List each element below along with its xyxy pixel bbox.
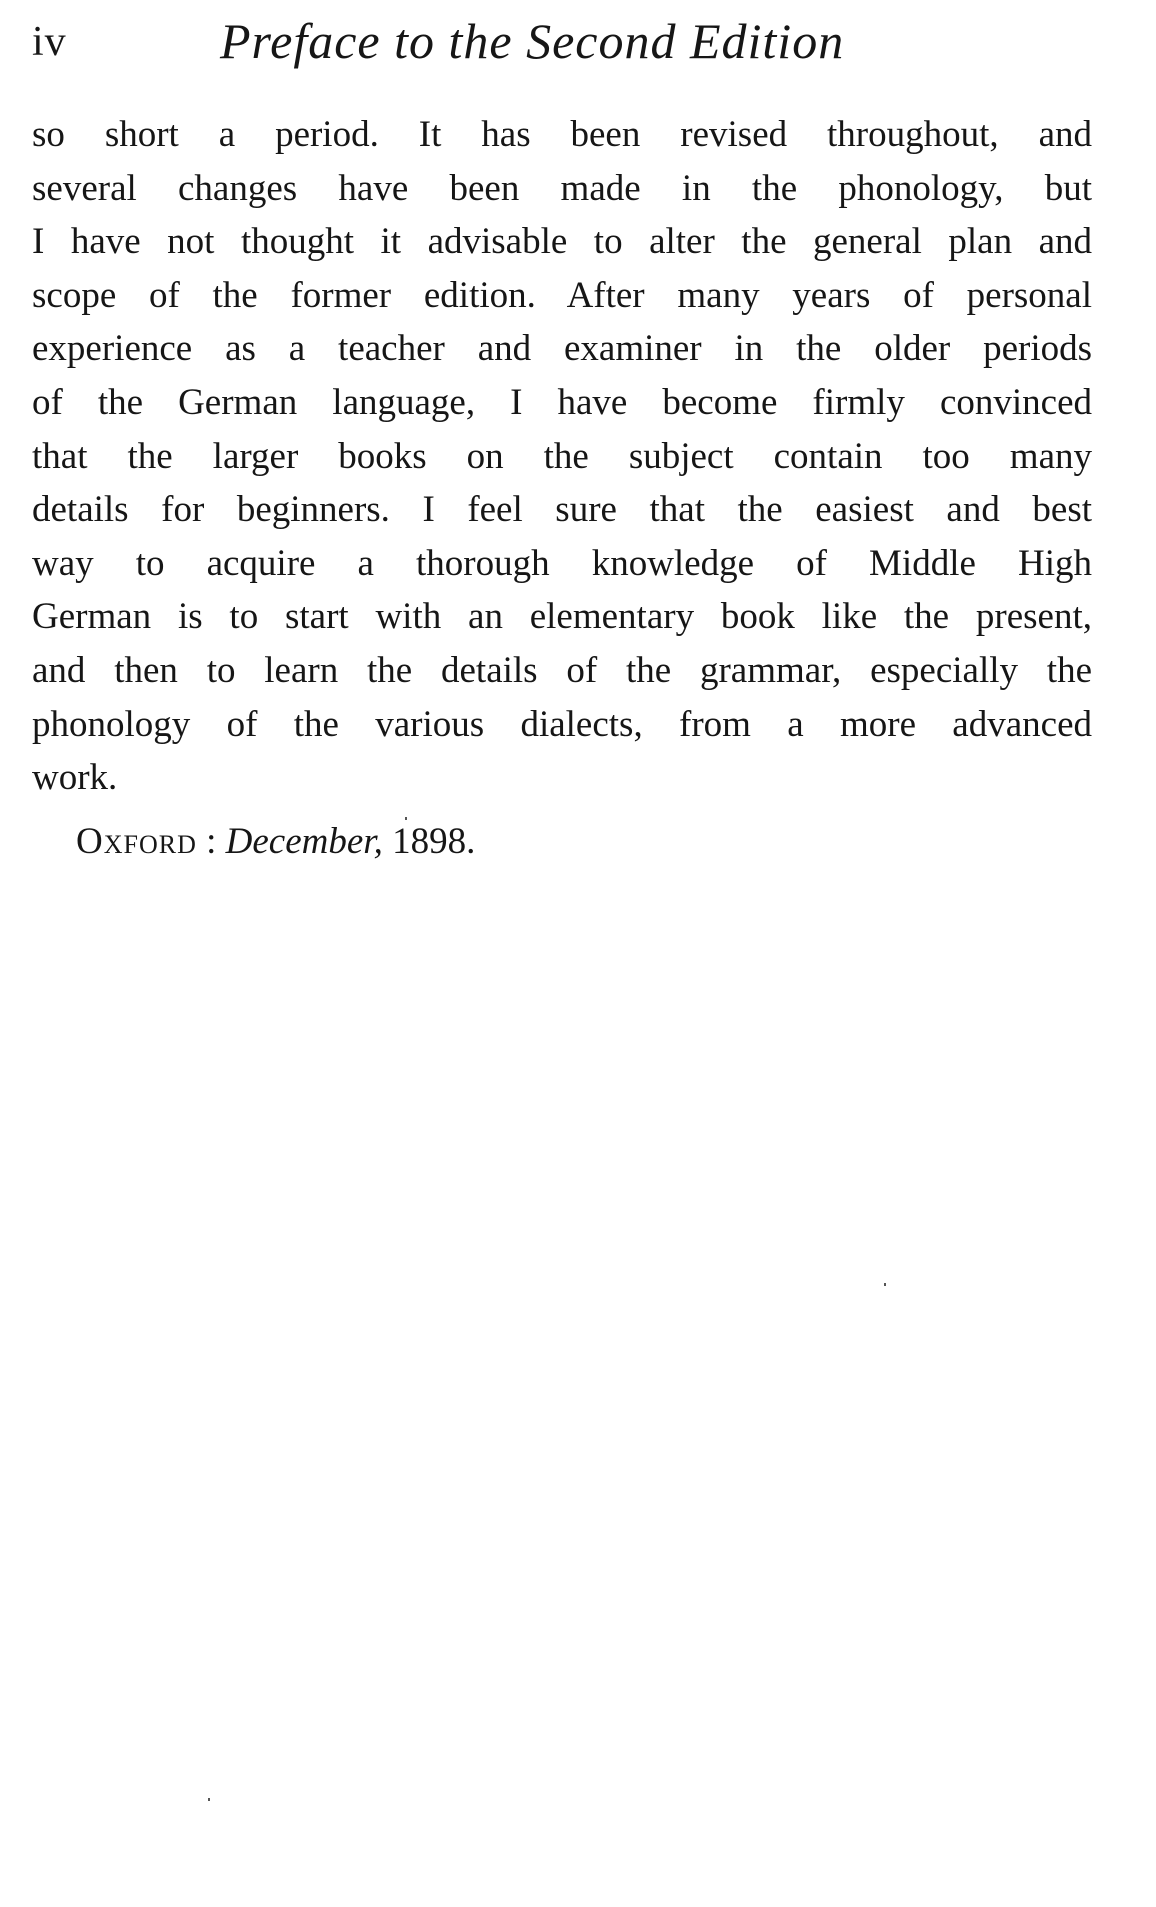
text-line: details for beginners. I feel sure that the easiest and best [32, 489, 1092, 531]
text-line: way to acquire a thorough knowledge of Middle High [32, 542, 1092, 584]
running-head [32, 8, 1072, 78]
text-line: so short a period. It has been revised throughout, and [32, 114, 1092, 155]
signoff-date: December, [225, 821, 383, 862]
preface-paragraph [32, 108, 1092, 805]
text-line: of the German language, I have become firmly convinced [32, 381, 1092, 423]
scan-speck [208, 1798, 210, 1801]
signoff-year: 1898. [382, 821, 476, 862]
signoff-place: Oxford [76, 821, 197, 862]
scan-speck [884, 1283, 886, 1286]
running-title: Preface to the Second Edition [220, 13, 845, 69]
text-line: and then to learn the details of the grammar, especially the [32, 649, 1092, 691]
signoff [76, 820, 475, 863]
text-line: experience as a teacher and examiner in the older periods [32, 328, 1092, 370]
scan-speck [405, 817, 407, 820]
text-line: phonology of the various dialects, from a more advanced [32, 703, 1092, 745]
text-line: that the larger books on the subject contain too many [32, 435, 1092, 477]
text-line: scope of the former edition. After many years of personal [32, 274, 1092, 316]
text-line: German is to start with an elementary book like the present, [32, 596, 1092, 638]
text-line: I have not thought it advisable to alter the general plan and [32, 221, 1092, 263]
text-line: several changes have been made in the phonology, but [32, 167, 1092, 209]
signoff-separator: : [196, 821, 226, 862]
text-line: work. [32, 757, 118, 799]
page-number: iv [32, 19, 67, 65]
